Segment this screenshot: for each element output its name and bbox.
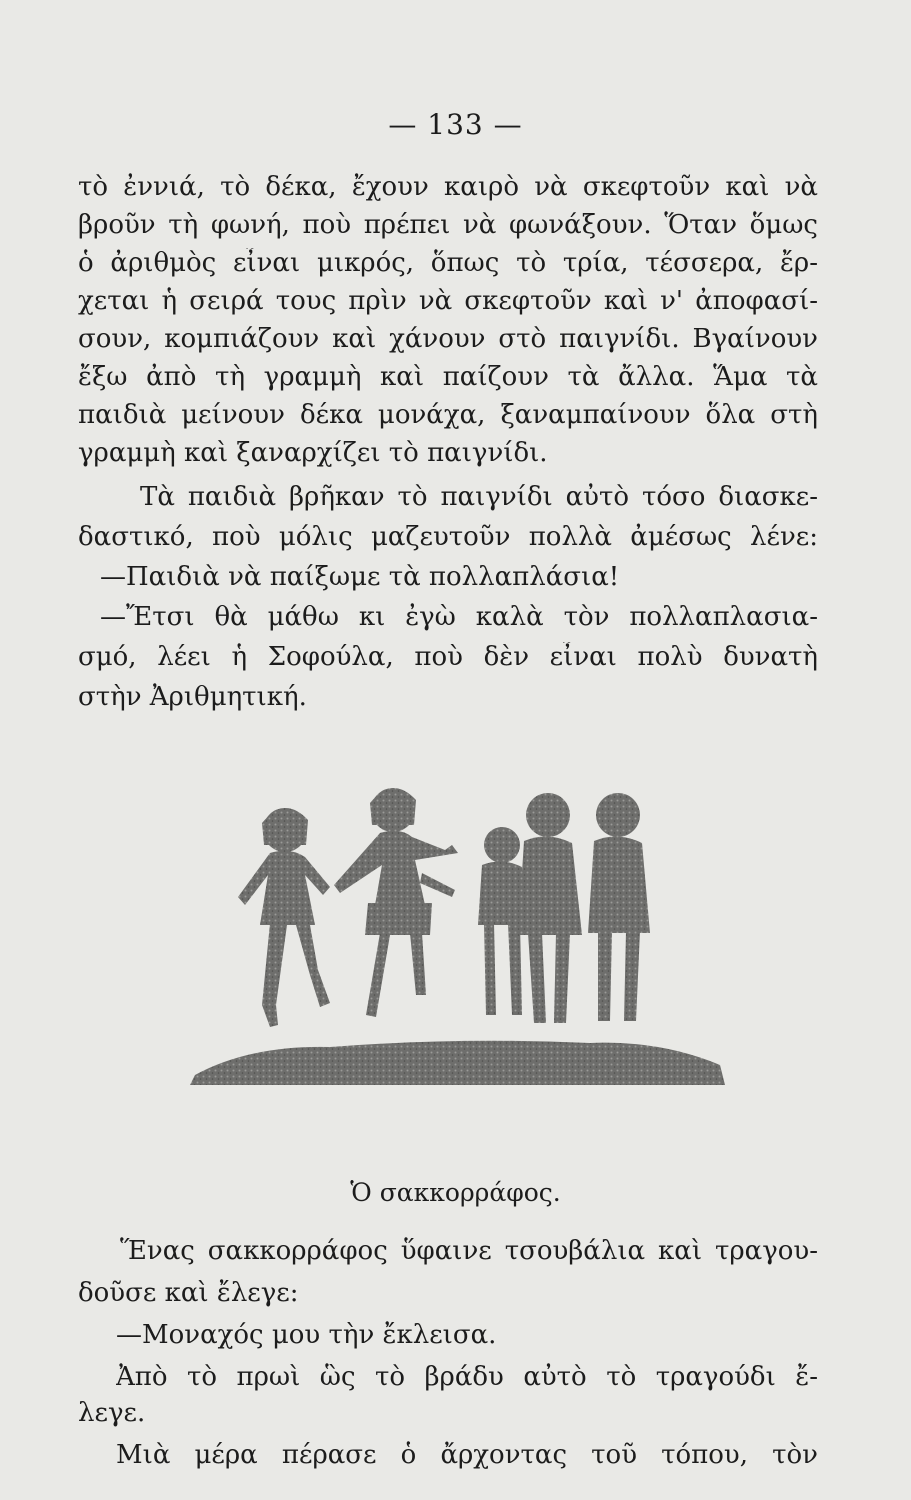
text-line: στὴν Ἀριθμητική. bbox=[78, 682, 307, 712]
text-line: γραμμὴ καὶ ξαναρχίζει τὸ παιγνίδι. bbox=[78, 438, 548, 468]
text-line: Τὰ παιδιὰ βρῆκαν τὸ παιγνίδι αὐτὸ τόσο διασκε- bbox=[140, 482, 818, 512]
children-silhouette-illustration bbox=[190, 775, 730, 1090]
text-line: ὁ ἀριθμὸς εἶναι μικρός, ὅπως τὸ τρία, τέσσερα, ἔρ- bbox=[78, 248, 818, 278]
text-line: δαστικό, ποὺ μόλις μαζευτοῦν πολλὰ ἀμέσως λένε: bbox=[78, 522, 818, 552]
text-line: Ἕνας σακκορράφος ὕφαινε τσουβάλια καὶ τραγου- bbox=[120, 1236, 818, 1266]
text-line: δοῦσε καὶ ἔλεγε: bbox=[78, 1278, 299, 1308]
page-number: — 133 — bbox=[388, 108, 523, 141]
section-caption: Ὁ σακκορράφος. bbox=[350, 1178, 561, 1207]
text-line: —Παιδιὰ νὰ παίξωμε τὰ πολλαπλάσια! bbox=[100, 562, 620, 592]
text-line: τὸ ἐννιά, τὸ δέκα, ἔχουν καιρὸ νὰ σκεφτοῦν καὶ νὰ bbox=[78, 172, 818, 202]
text-line: Μιὰ μέρα πέρασε ὁ ἄρχοντας τοῦ τόπου, τὸν bbox=[116, 1440, 818, 1470]
text-line: ἔξω ἀπὸ τὴ γραμμὴ καὶ παίζουν τὰ ἄλλα. Ἅμα τὰ bbox=[78, 362, 818, 392]
text-line: —Ἔτσι θὰ μάθω κι ἐγὼ καλὰ τὸν πολλαπλασια- bbox=[100, 602, 818, 632]
text-line: Ἀπὸ τὸ πρωὶ ὣς τὸ βράδυ αὐτὸ τὸ τραγούδι ἔ- bbox=[116, 1362, 818, 1392]
text-line: βροῦν τὴ φωνή, ποὺ πρέπει νὰ φωνάξουν. Ὅταν ὅμως bbox=[78, 210, 818, 240]
text-line: χεται ἡ σειρά τους πρὶν νὰ σκεφτοῦν καὶ ν' ἀποφασί- bbox=[78, 286, 818, 316]
text-line: λεγε. bbox=[78, 1398, 146, 1428]
text-line: —Μοναχός μου τὴν ἔκλεισα. bbox=[116, 1320, 497, 1350]
text-line: σουν, κομπιάζουν καὶ χάνουν στὸ παιγνίδι. Βγαίνουν bbox=[78, 324, 818, 354]
text-line: παιδιὰ μείνουν δέκα μονάχα, ξαναμπαίνουν ὅλα στὴ bbox=[78, 400, 818, 430]
text-line: σμό, λέει ἡ Σοφούλα, ποὺ δὲν εἶναι πολὺ δυνατὴ bbox=[78, 642, 818, 672]
